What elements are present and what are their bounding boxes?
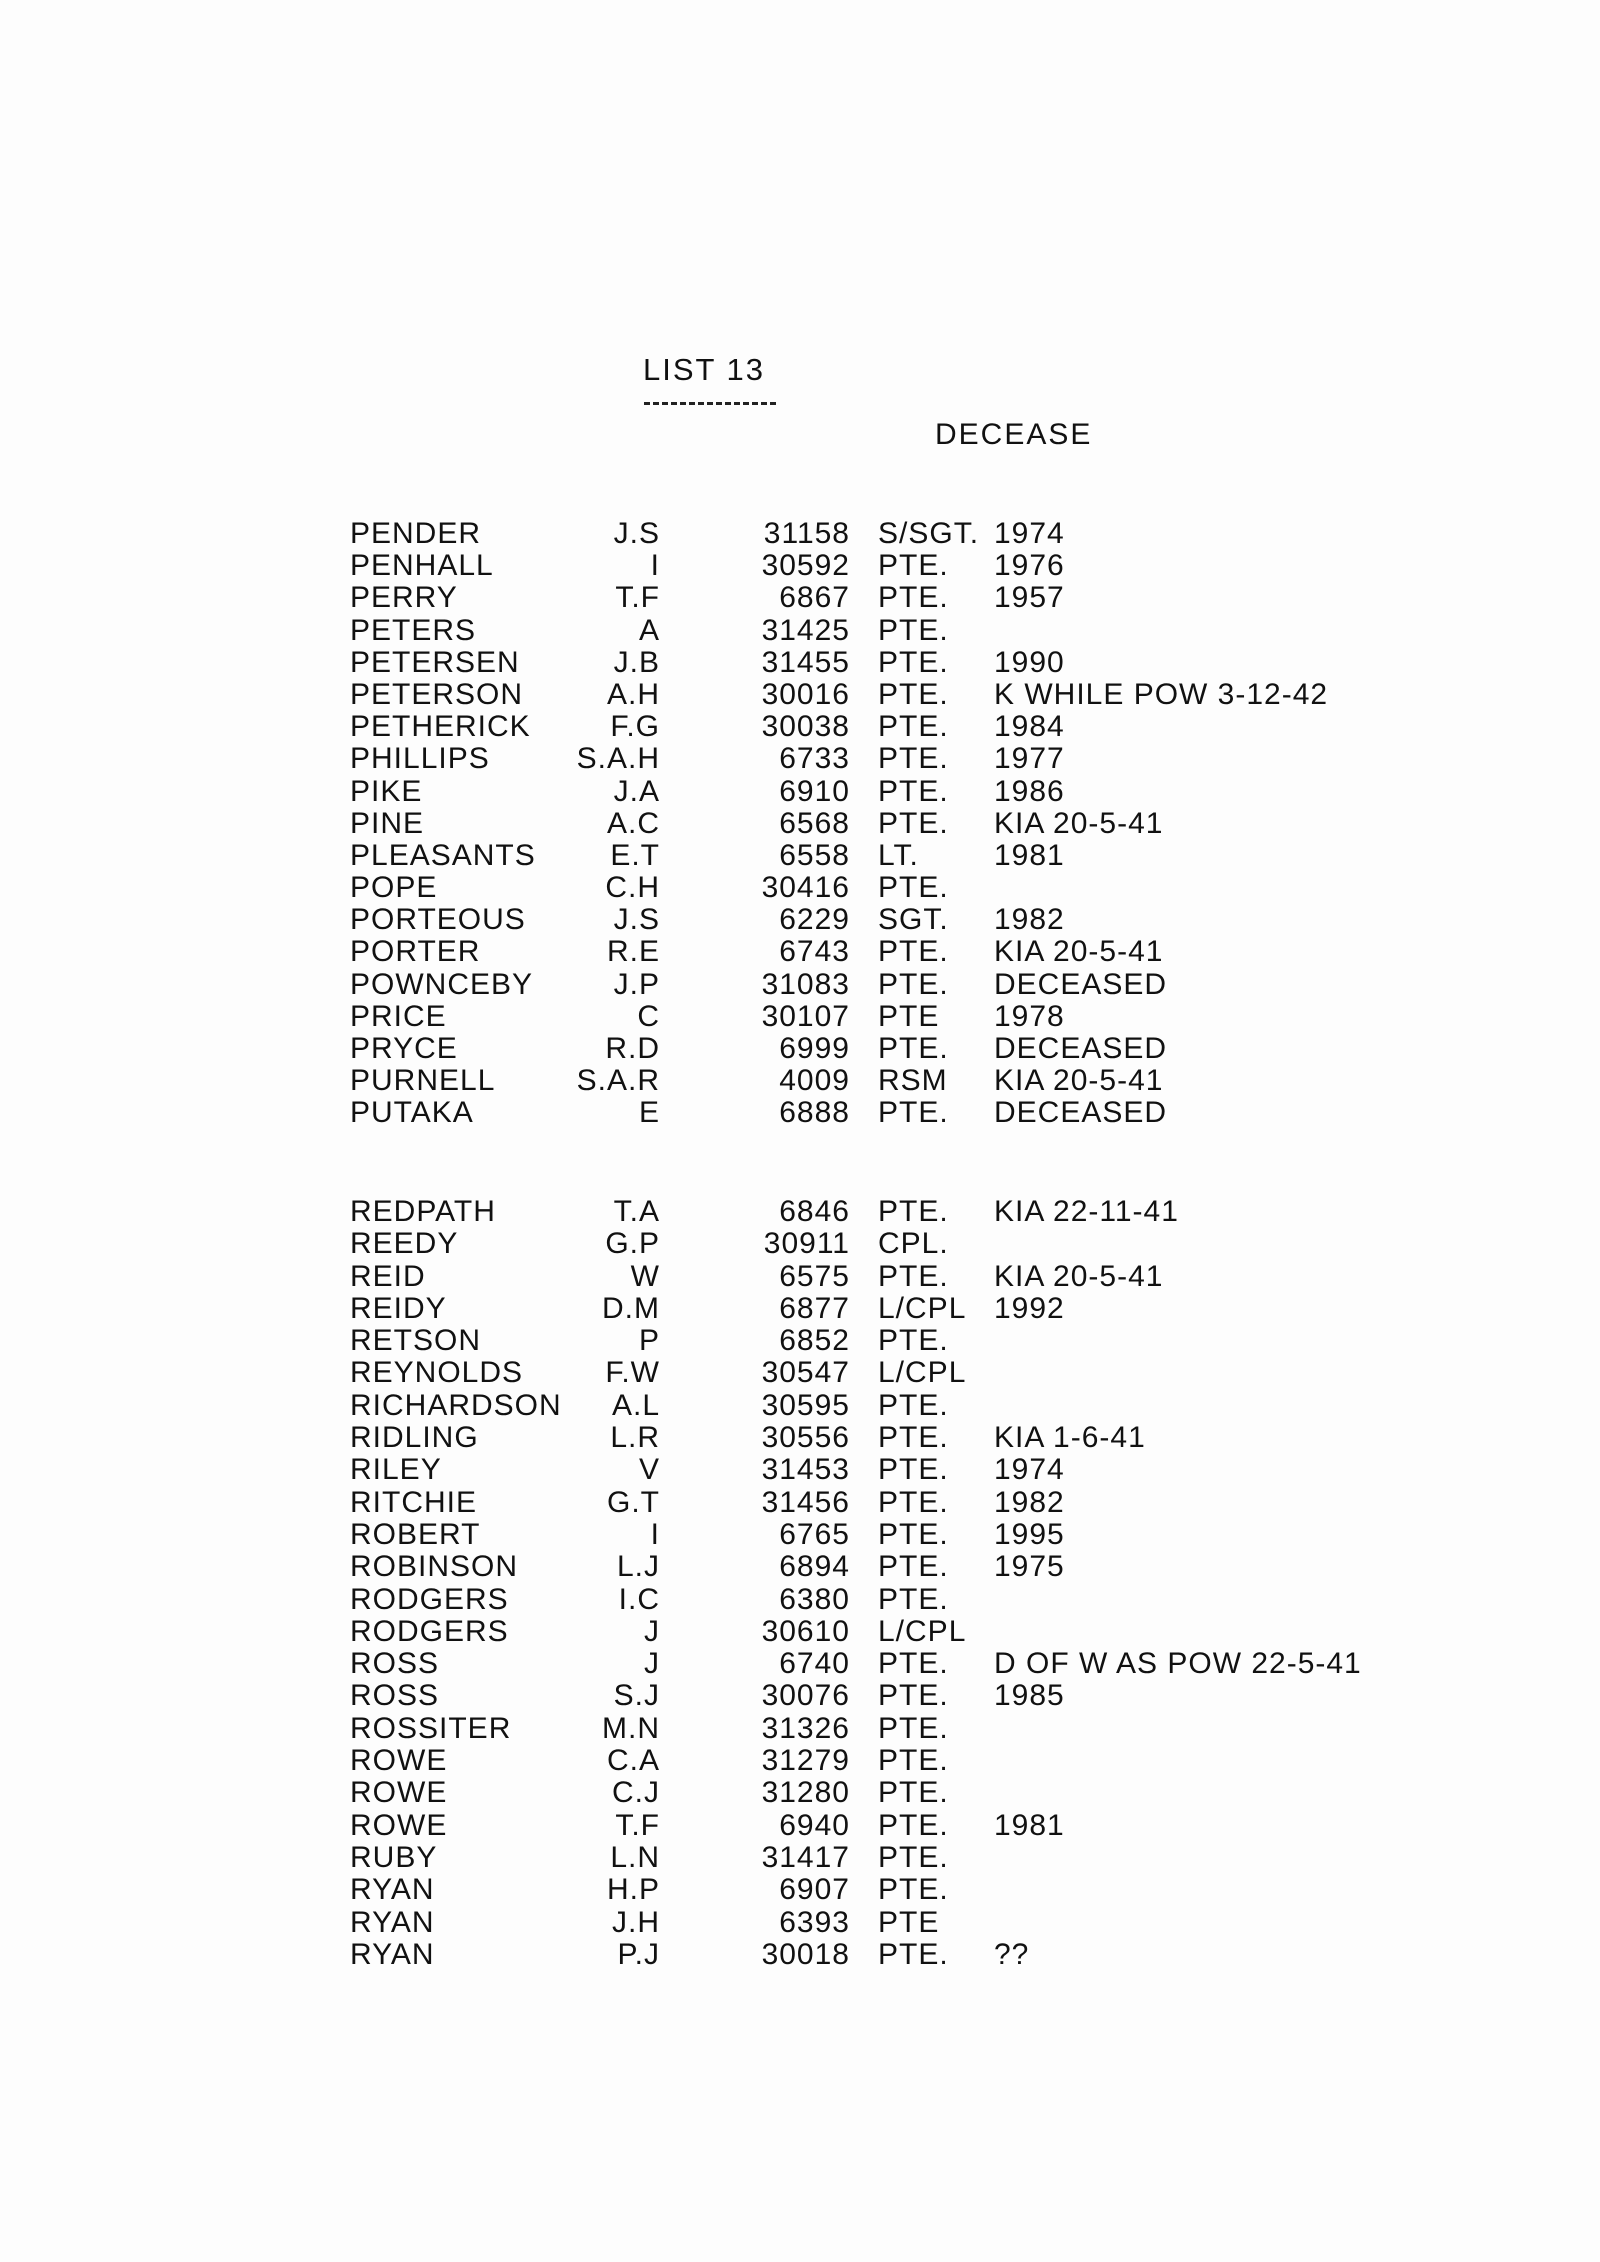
service-number-cell: 6907	[779, 1873, 850, 1907]
service-number-cell: 6894	[779, 1550, 850, 1584]
roster-row	[350, 872, 1410, 904]
roster-row	[350, 1842, 1410, 1874]
surname-cell: PURNELL	[350, 1064, 496, 1098]
surname-cell: REEDY	[350, 1227, 459, 1261]
surname-cell: ROWE	[350, 1744, 448, 1778]
surname-cell: PETHERICK	[350, 710, 531, 744]
roster-row	[350, 615, 1410, 647]
service-number-cell: 31455	[761, 645, 850, 679]
service-number-cell: 31326	[761, 1711, 850, 1745]
decease-note-cell: DECEASED	[994, 1032, 1168, 1065]
rank-cell: PTE.	[878, 1711, 949, 1745]
service-number-cell: 30018	[761, 1937, 850, 1971]
service-number-cell: 6940	[779, 1808, 850, 1842]
initials-cell: A.L	[611, 1388, 660, 1422]
initials-cell: E.T	[610, 838, 660, 872]
decease-note-cell: 1977	[994, 742, 1065, 776]
initials-cell: C.J	[612, 1776, 660, 1810]
surname-cell: ROSS	[350, 1679, 440, 1713]
rank-cell: PTE.	[878, 1485, 949, 1519]
list-title: LIST 13	[643, 352, 766, 387]
surname-cell: PHILLIPS	[350, 742, 490, 776]
initials-cell: S.J	[613, 1679, 660, 1713]
initials-cell: C	[637, 999, 660, 1033]
rank-cell: PTE.	[878, 1195, 949, 1228]
initials-cell: G.P	[605, 1227, 660, 1261]
rank-cell: L/CPL	[878, 1614, 967, 1648]
decease-note-cell: KIA 1-6-41	[994, 1421, 1146, 1455]
surname-cell: PIKE	[350, 774, 423, 808]
roster-row	[350, 1325, 1410, 1357]
surname-cell: POPE	[350, 871, 438, 905]
roster-row	[350, 969, 1410, 1001]
initials-cell: T.F	[615, 1808, 660, 1842]
service-number-cell: 31083	[761, 967, 850, 1001]
rank-cell: PTE.	[878, 967, 949, 1001]
decease-column-heading: DECEASE	[935, 418, 1093, 451]
service-number-cell: 6910	[779, 774, 850, 808]
roster-row	[350, 1033, 1410, 1065]
roster-row	[350, 518, 1410, 550]
surname-cell: PUTAKA	[350, 1096, 474, 1130]
rank-cell: PTE.	[878, 935, 949, 969]
decease-note-cell: 1981	[994, 1808, 1065, 1842]
rank-cell: CPL.	[878, 1227, 949, 1261]
rank-cell: PTE.	[878, 1259, 949, 1293]
roster-row	[350, 582, 1410, 614]
service-number-cell: 6733	[779, 742, 850, 776]
roster-row	[350, 1713, 1410, 1745]
rank-cell: PTE.	[878, 774, 949, 808]
roster-row	[350, 1065, 1410, 1097]
roster-row	[350, 1357, 1410, 1389]
rank-cell: S/SGT.	[878, 517, 980, 550]
decease-note-cell: 1995	[994, 1517, 1065, 1551]
service-number-cell: 6229	[779, 903, 850, 937]
roster-row	[350, 550, 1410, 582]
service-number-cell: 6877	[779, 1291, 850, 1325]
service-number-cell: 31453	[761, 1453, 850, 1487]
decease-note-cell: 1981	[994, 838, 1065, 872]
rank-cell: LT.	[878, 838, 919, 872]
service-number-cell: 6765	[779, 1517, 850, 1551]
rank-cell: PTE.	[878, 1679, 949, 1713]
rank-cell: PTE.	[878, 549, 949, 583]
initials-cell: L.R	[610, 1421, 660, 1455]
initials-cell: L.J	[616, 1550, 660, 1584]
surname-cell: RITCHIE	[350, 1485, 477, 1519]
service-number-cell: 6575	[779, 1259, 850, 1293]
surname-cell: RYAN	[350, 1937, 435, 1971]
roster-row	[350, 1939, 1410, 1971]
roster-row	[350, 1454, 1410, 1486]
initials-cell: A	[638, 613, 660, 647]
rank-cell: PTE	[878, 999, 940, 1033]
initials-cell: H.P	[606, 1873, 660, 1907]
initials-cell: J.H	[612, 1905, 660, 1939]
decease-note-cell: 1982	[994, 1485, 1065, 1519]
surname-cell: RICHARDSON	[350, 1388, 562, 1422]
decease-note-cell: 1976	[994, 549, 1065, 583]
service-number-cell: 6846	[779, 1195, 850, 1228]
surname-cell: PRYCE	[350, 1032, 458, 1065]
surname-cell: ROWE	[350, 1808, 448, 1842]
service-number-cell: 30076	[761, 1679, 850, 1713]
initials-cell: C.H	[605, 871, 660, 905]
rank-cell: PTE.	[878, 1096, 949, 1130]
roster-row	[350, 1097, 1410, 1129]
rank-cell: PTE.	[878, 581, 949, 615]
decease-note-cell: 1975	[994, 1550, 1065, 1584]
decease-note-cell: KIA 20-5-41	[994, 1259, 1164, 1293]
roster-row	[350, 1648, 1410, 1680]
rank-cell: PTE.	[878, 1744, 949, 1778]
rank-cell: L/CPL	[878, 1291, 967, 1325]
surname-cell: ROSSITER	[350, 1711, 512, 1745]
roster-section-p	[350, 518, 1410, 1130]
rank-cell: PTE.	[878, 1517, 949, 1551]
roster-row	[350, 808, 1410, 840]
decease-note-cell: ??	[994, 1937, 1030, 1971]
decease-note-cell: DECEASED	[994, 1096, 1168, 1130]
initials-cell: J	[644, 1614, 660, 1648]
rank-cell: SGT.	[878, 903, 949, 937]
surname-cell: REYNOLDS	[350, 1356, 524, 1390]
initials-cell: J.A	[613, 774, 660, 808]
initials-cell: M.N	[602, 1711, 660, 1745]
initials-cell: G.T	[607, 1485, 660, 1519]
initials-cell: J	[644, 1647, 660, 1681]
roster-row	[350, 1810, 1410, 1842]
service-number-cell: 30416	[761, 871, 850, 905]
decease-note-cell: 1974	[994, 517, 1065, 550]
roster-row	[350, 1616, 1410, 1648]
rank-cell: PTE.	[878, 1808, 949, 1842]
service-number-cell: 30911	[763, 1227, 850, 1261]
roster-row	[350, 1680, 1410, 1712]
surname-cell: PLEASANTS	[350, 838, 536, 872]
initials-cell: D.M	[602, 1291, 660, 1325]
roster-row	[350, 743, 1410, 775]
surname-cell: RILEY	[350, 1453, 442, 1487]
surname-cell: PERRY	[350, 581, 458, 615]
rank-cell: PTE.	[878, 677, 949, 711]
surname-cell: PENHALL	[350, 549, 494, 583]
service-number-cell: 6867	[779, 581, 850, 615]
initials-cell: I	[650, 1517, 660, 1551]
surname-cell: PRICE	[350, 999, 447, 1033]
surname-cell: PINE	[350, 806, 425, 840]
roster-row	[350, 1551, 1410, 1583]
rank-cell: PTE.	[878, 710, 949, 744]
decease-note-cell: 1990	[994, 645, 1065, 679]
decease-note-cell: KIA 20-5-41	[994, 806, 1164, 840]
service-number-cell: 6999	[779, 1032, 850, 1065]
rank-cell: PTE.	[878, 1453, 949, 1487]
initials-cell: J.S	[613, 903, 660, 937]
initials-cell: P.J	[617, 1937, 660, 1971]
service-number-cell: 30592	[761, 549, 850, 583]
initials-cell: S.A.H	[576, 742, 660, 776]
decease-note-cell: 1974	[994, 1453, 1065, 1487]
service-number-cell: 30038	[761, 710, 850, 744]
roster-row	[350, 1584, 1410, 1616]
rank-cell: PTE.	[878, 1032, 949, 1065]
service-number-cell: 31425	[761, 613, 850, 647]
roster-row	[350, 1001, 1410, 1033]
decease-note-cell: DECEASED	[994, 967, 1168, 1001]
decease-note-cell: K WHILE POW 3-12-42	[994, 677, 1329, 711]
initials-cell: T.A	[613, 1195, 660, 1228]
initials-cell: P	[638, 1324, 660, 1358]
initials-cell: E	[638, 1096, 660, 1130]
rank-cell: PTE.	[878, 871, 949, 905]
service-number-cell: 31456	[761, 1485, 850, 1519]
surname-cell: ROBINSON	[350, 1550, 519, 1584]
service-number-cell: 31158	[763, 517, 850, 550]
service-number-cell: 30556	[761, 1421, 850, 1455]
surname-cell: RIDLING	[350, 1421, 479, 1455]
service-number-cell: 30610	[761, 1614, 850, 1648]
roster-row	[350, 1390, 1410, 1422]
service-number-cell: 6852	[779, 1324, 850, 1358]
service-number-cell: 4009	[779, 1064, 850, 1098]
rank-cell: PTE.	[878, 1776, 949, 1810]
surname-cell: ROSS	[350, 1647, 440, 1681]
rank-cell: PTE.	[878, 1582, 949, 1616]
decease-note-cell: 1986	[994, 774, 1065, 808]
service-number-cell: 30016	[761, 677, 850, 711]
surname-cell: ROWE	[350, 1776, 448, 1810]
surname-cell: PETERS	[350, 613, 477, 647]
initials-cell: L.N	[610, 1840, 660, 1874]
roster-row	[350, 1228, 1410, 1260]
roster-row	[350, 1422, 1410, 1454]
initials-cell: T.F	[615, 581, 660, 615]
service-number-cell: 6740	[779, 1647, 850, 1681]
rank-cell: PTE.	[878, 1647, 949, 1681]
decease-note-cell: KIA 20-5-41	[994, 1064, 1164, 1098]
roster-section-r	[350, 1196, 1410, 1971]
roster-row	[350, 1261, 1410, 1293]
surname-cell: ROBERT	[350, 1517, 481, 1551]
roster-row	[350, 1874, 1410, 1906]
surname-cell: REDPATH	[350, 1195, 496, 1228]
rank-cell: RSM	[878, 1064, 948, 1098]
decease-note-cell: 1957	[994, 581, 1065, 615]
roster-row	[350, 1293, 1410, 1325]
decease-note-cell: D OF W AS POW 22-5-41	[994, 1647, 1362, 1681]
roster-row	[350, 1519, 1410, 1551]
service-number-cell: 30595	[761, 1388, 850, 1422]
surname-cell: PETERSON	[350, 677, 524, 711]
decease-note-cell: 1982	[994, 903, 1065, 937]
roster-row	[350, 1777, 1410, 1809]
rank-cell: PTE.	[878, 742, 949, 776]
surname-cell: RETSON	[350, 1324, 482, 1358]
title-underline	[644, 402, 776, 405]
roster-row	[350, 711, 1410, 743]
rank-cell: PTE.	[878, 1873, 949, 1907]
service-number-cell: 6393	[779, 1905, 850, 1939]
rank-cell: PTE.	[878, 1840, 949, 1874]
initials-cell: A.C	[606, 806, 660, 840]
initials-cell: A.H	[606, 677, 660, 711]
initials-cell: W	[630, 1259, 660, 1293]
surname-cell: RYAN	[350, 1873, 435, 1907]
decease-note-cell: KIA 20-5-41	[994, 935, 1164, 969]
initials-cell: S.A.R	[576, 1064, 660, 1098]
rank-cell: L/CPL	[878, 1356, 967, 1390]
initials-cell: F.G	[610, 710, 660, 744]
initials-cell: C.A	[606, 1744, 660, 1778]
rank-cell: PTE.	[878, 1388, 949, 1422]
service-number-cell: 6888	[779, 1096, 850, 1130]
rank-cell: PTE.	[878, 806, 949, 840]
surname-cell: REID	[350, 1259, 426, 1293]
roster-row	[350, 904, 1410, 936]
service-number-cell: 6558	[779, 838, 850, 872]
surname-cell: RODGERS	[350, 1614, 509, 1648]
service-number-cell: 30107	[761, 999, 850, 1033]
initials-cell: F.W	[605, 1356, 660, 1390]
surname-cell: POWNCEBY	[350, 967, 534, 1001]
initials-cell: J.B	[613, 645, 660, 679]
decease-note-cell: 1984	[994, 710, 1065, 744]
initials-cell: R.E	[606, 935, 660, 969]
service-number-cell: 31280	[761, 1776, 850, 1810]
roster-row	[350, 936, 1410, 968]
surname-cell: RYAN	[350, 1905, 435, 1939]
roster-row	[350, 1487, 1410, 1519]
surname-cell: PORTER	[350, 935, 481, 969]
initials-cell: I.C	[618, 1582, 660, 1616]
initials-cell: V	[638, 1453, 660, 1487]
roster-row	[350, 647, 1410, 679]
initials-cell: J.P	[613, 967, 660, 1001]
roster-row	[350, 1196, 1410, 1228]
service-number-cell: 6380	[779, 1582, 850, 1616]
service-number-cell: 6743	[779, 935, 850, 969]
roster-row	[350, 1745, 1410, 1777]
roster-row	[350, 679, 1410, 711]
surname-cell: PETERSEN	[350, 645, 520, 679]
rank-cell: PTE.	[878, 1937, 949, 1971]
decease-note-cell: 1985	[994, 1679, 1065, 1713]
decease-note-cell: KIA 22-11-41	[994, 1195, 1179, 1228]
decease-note-cell: 1978	[994, 999, 1065, 1033]
surname-cell: RUBY	[350, 1840, 438, 1874]
rank-cell: PTE.	[878, 645, 949, 679]
rank-cell: PTE.	[878, 1550, 949, 1584]
service-number-cell: 6568	[779, 806, 850, 840]
rank-cell: PTE.	[878, 613, 949, 647]
rank-cell: PTE.	[878, 1324, 949, 1358]
service-number-cell: 31417	[761, 1840, 850, 1874]
initials-cell: R.D	[605, 1032, 660, 1065]
initials-cell: I	[650, 549, 660, 583]
initials-cell: J.S	[613, 517, 660, 550]
decease-note-cell: 1992	[994, 1291, 1065, 1325]
surname-cell: PORTEOUS	[350, 903, 526, 937]
surname-cell: RODGERS	[350, 1582, 509, 1616]
roster-row	[350, 840, 1410, 872]
roster-row	[350, 776, 1410, 808]
roster-row	[350, 1907, 1410, 1939]
service-number-cell: 31279	[761, 1744, 850, 1778]
surname-cell: PENDER	[350, 517, 482, 550]
service-number-cell: 30547	[761, 1356, 850, 1390]
rank-cell: PTE	[878, 1905, 940, 1939]
surname-cell: REIDY	[350, 1291, 447, 1325]
rank-cell: PTE.	[878, 1421, 949, 1455]
